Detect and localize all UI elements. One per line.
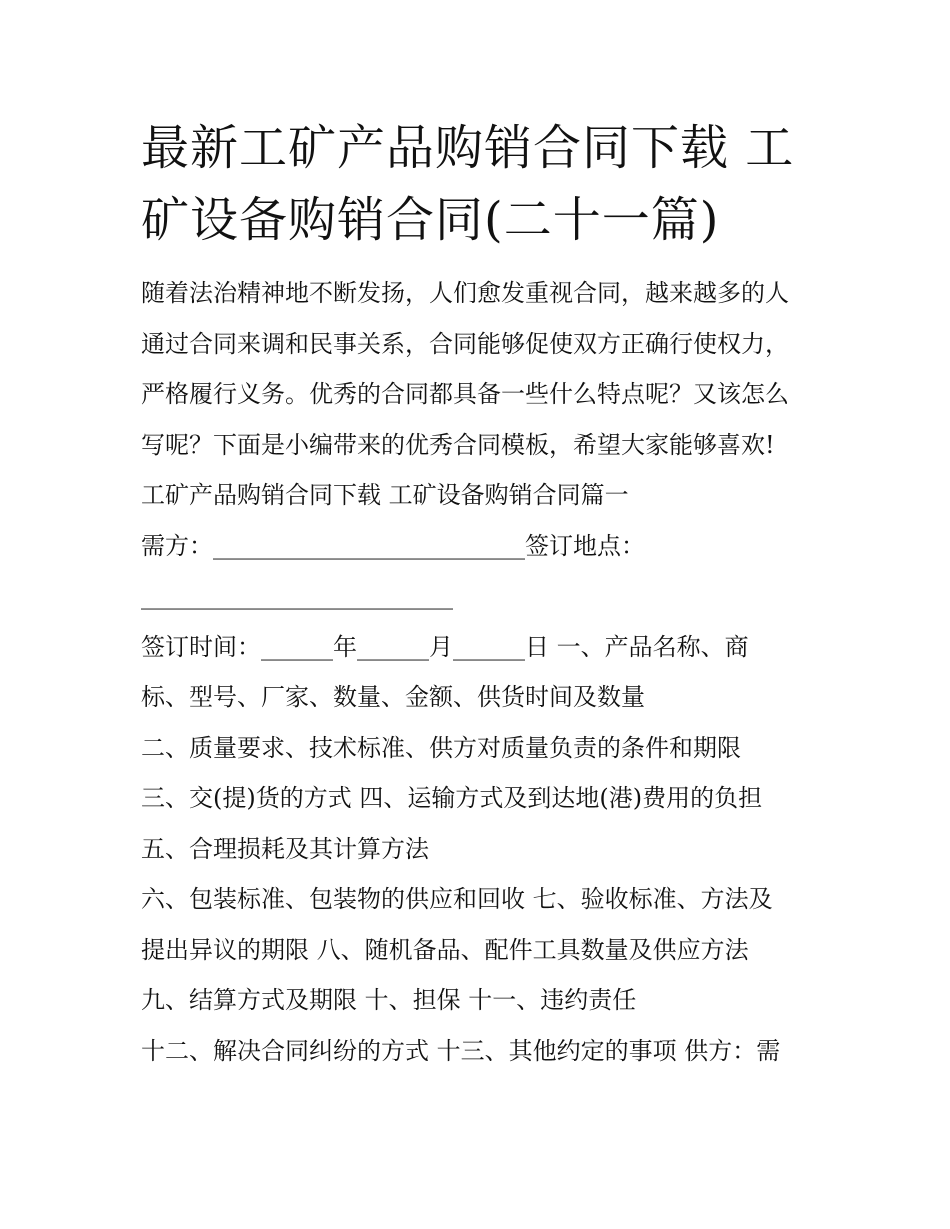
document-title: 最新工矿产品购销合同下载 工矿设备购销合同(二十一篇) [141,120,795,248]
signing-place-blank: __________________________ [141,582,453,610]
intro-line-4: 写呢？下面是小编带来的优秀合同模板，希望大家能够喜欢! [141,430,775,459]
intro-line-2: 通过合同来调和民事关系，合同能够促使双方正确行使权力， [141,329,789,358]
intro-line-1: 随着法治精神地不断发扬，人们愈发重视合同，越来越多的人 [141,279,789,307]
signing-time-line: 签订时间：______年______月______日 一、产品名称、商 [141,632,749,661]
clause-line-2: 二、质量要求、技术标准、供方对质量负责的条件和期限 [141,733,741,762]
section-heading: 工矿产品购销合同下载 工矿设备购销合同篇一 [141,481,629,509]
intro-line-3: 严格履行义务。优秀的合同都具备一些什么特点呢？又该怎么 [141,380,789,408]
clause-line-1: 标、型号、厂家、数量、金额、供货时间及数量 [141,683,645,711]
clause-line-8: 十二、解决合同纠纷的方式 十三、其他约定的事项 供方：需 [141,1036,781,1065]
document-body [141,268,813,1076]
clause-line-5: 六、包装标准、包装物的供应和回收 七、验收标准、方法及 [141,885,773,913]
clause-line-4: 五、合理损耗及其计算方法 [141,834,429,863]
clause-line-7: 九、结算方式及期限 十、担保 十一、违约责任 [141,986,637,1014]
buyer-and-signing-place: 需方：__________________________签订地点： [141,531,645,560]
clause-line-6: 提出异议的期限 八、随机备品、配件工具数量及供应方法 [141,935,749,964]
document-content [141,112,813,1076]
clause-line-3: 三、交(提)货的方式 四、运输方式及到达地(港)费用的负担 [141,784,763,812]
